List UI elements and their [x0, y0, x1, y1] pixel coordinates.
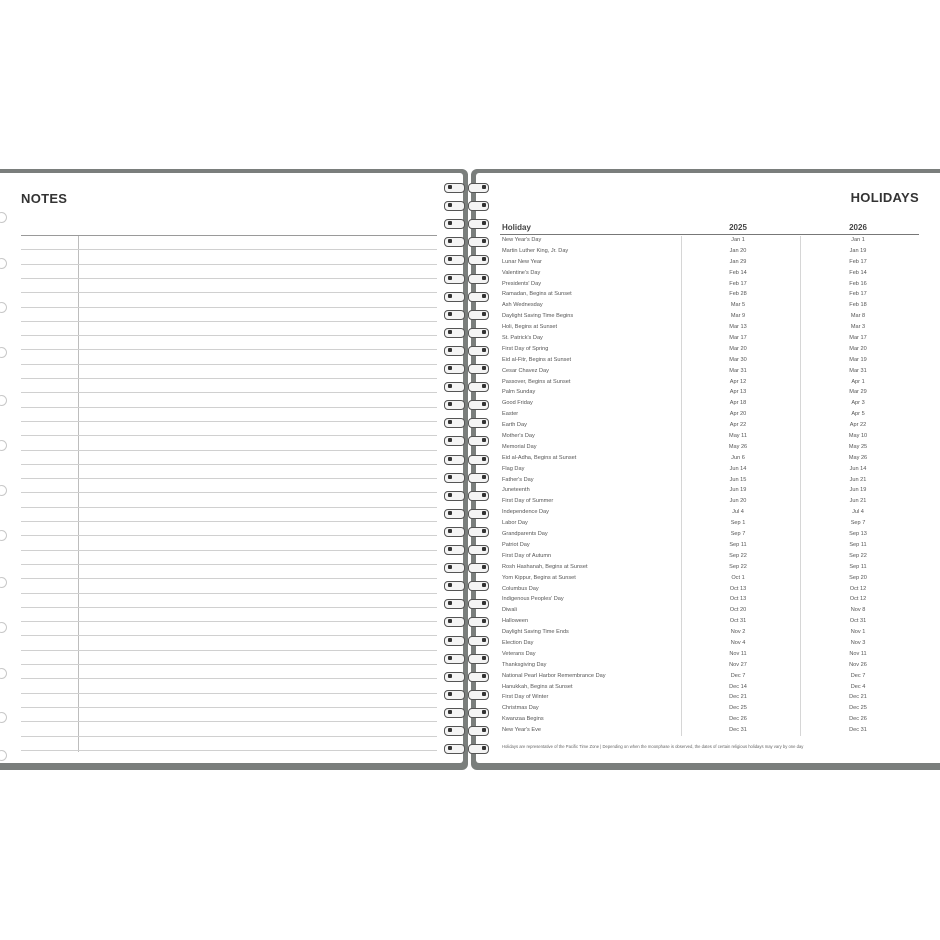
holiday-date-2025: Mar 13	[729, 324, 747, 331]
spiral-coil	[444, 707, 490, 718]
holiday-date-2025: Feb 28	[729, 291, 747, 298]
holidays-table-header	[500, 221, 919, 235]
holiday-date-2026: Dec 25	[849, 705, 867, 712]
holiday-date-2025: Sep 7	[730, 531, 746, 538]
notes-ruled-lines	[21, 235, 437, 752]
spiral-coil	[444, 182, 490, 193]
holiday-date-2025: Nov 27	[729, 661, 747, 668]
holiday-date-2026: Apr 5	[851, 411, 865, 418]
holiday-name: Palm Sunday	[502, 389, 536, 396]
holiday-date-2026: Feb 16	[849, 280, 867, 287]
notes-margin-line	[78, 235, 79, 752]
holiday-date-2025: Dec 21	[729, 694, 747, 701]
spiral-coil	[444, 218, 490, 229]
holiday-date-2025: May 26	[728, 443, 748, 450]
holiday-row	[500, 409, 919, 420]
holiday-date-2025: Dec 26	[729, 716, 747, 723]
holiday-name: Daylight Saving Time Begins	[502, 313, 574, 320]
holidays-footnote: Holidays are representative of the Pacific Time Zone | Depending on when the moonphase is observed, the dates of certain religious holidays may vary by one day	[502, 744, 804, 749]
holiday-name: Veterans Day	[502, 650, 536, 657]
holiday-name: First Day of Autumn	[502, 552, 552, 559]
holiday-date-2025: Oct 13	[729, 596, 747, 603]
header-year-2025: 2025	[729, 223, 747, 232]
notes-line	[21, 693, 437, 694]
holiday-name: Lunar New Year	[502, 258, 542, 265]
holiday-row	[500, 257, 919, 268]
spiral-coil	[444, 671, 490, 682]
holiday-name: Holi, Begins at Sunset	[502, 324, 558, 331]
holiday-name: Christmas Day	[502, 705, 539, 712]
holiday-date-2026: Apr 1	[851, 378, 865, 385]
holiday-date-2025: Mar 17	[729, 335, 747, 342]
holiday-date-2025: Sep 22	[729, 552, 747, 559]
holiday-date-2026: Jun 21	[849, 476, 867, 483]
holiday-date-2026: Nov 8	[850, 607, 866, 614]
notes-line	[21, 607, 437, 608]
holidays-table	[500, 221, 919, 736]
holiday-row	[500, 485, 919, 496]
spiral-coil	[444, 689, 490, 700]
spiral-coil	[444, 598, 490, 609]
holiday-row	[500, 725, 919, 736]
holiday-row	[500, 333, 919, 344]
spiral-binding	[444, 182, 494, 762]
holiday-date-2026: Nov 3	[850, 639, 866, 646]
holiday-date-2026: Oct 12	[849, 596, 867, 603]
holiday-row	[500, 311, 919, 322]
holiday-row	[500, 344, 919, 355]
holiday-name: Valentine's Day	[502, 269, 541, 276]
holiday-date-2025: Feb 14	[729, 269, 747, 276]
holiday-date-2025: Nov 4	[730, 639, 746, 646]
holiday-date-2025: Jan 29	[729, 258, 747, 265]
holiday-name: Thanksgiving Day	[502, 661, 547, 668]
holiday-name: Good Friday	[502, 400, 533, 407]
holiday-date-2026: Feb 14	[849, 269, 867, 276]
holiday-row	[500, 551, 919, 562]
holiday-date-2025: Dec 7	[730, 672, 746, 679]
holiday-row	[500, 529, 919, 540]
notes-line	[21, 550, 437, 551]
notes-line	[21, 707, 437, 708]
holiday-date-2026: Nov 11	[849, 650, 867, 657]
holiday-date-2025: Oct 13	[729, 585, 747, 592]
spiral-coil	[444, 526, 490, 537]
holiday-date-2026: Jun 14	[849, 465, 867, 472]
holiday-date-2026: Mar 19	[849, 356, 867, 363]
holiday-date-2025: Sep 11	[729, 541, 747, 548]
spiral-coil	[444, 544, 490, 555]
holiday-date-2026: Oct 31	[849, 618, 867, 625]
holiday-row	[500, 594, 919, 605]
holiday-name: Mother's Day	[502, 433, 535, 440]
holiday-name: Earth Day	[502, 422, 527, 429]
notes-line	[21, 593, 437, 594]
holiday-date-2026: Feb 18	[849, 302, 867, 309]
holiday-row	[500, 562, 919, 573]
holiday-date-2025: Apr 22	[729, 422, 747, 429]
notes-line	[21, 736, 437, 737]
spiral-coil	[444, 273, 490, 284]
holiday-name: Ash Wednesday	[502, 302, 543, 309]
holiday-date-2025: Mar 9	[730, 313, 746, 320]
notes-line	[21, 678, 437, 679]
notes-line	[21, 450, 437, 451]
holiday-date-2026: Feb 17	[849, 291, 867, 298]
holiday-name: Patriot Day	[502, 541, 530, 548]
spiral-coil	[444, 327, 490, 338]
holiday-date-2026: Dec 4	[850, 683, 866, 690]
notes-line	[21, 478, 437, 479]
spiral-coil	[444, 345, 490, 356]
notes-line	[21, 378, 437, 379]
holiday-date-2025: Feb 17	[729, 280, 747, 287]
holiday-date-2025: Nov 11	[729, 650, 747, 657]
holiday-row	[500, 442, 919, 453]
holiday-date-2026: Dec 26	[849, 716, 867, 723]
holiday-date-2026: Jan 1	[851, 237, 865, 243]
holiday-date-2026: Mar 29	[849, 389, 867, 396]
holiday-row	[500, 268, 919, 279]
holiday-row	[500, 660, 919, 671]
holiday-name: Yom Kippur, Begins at Sunset	[502, 574, 576, 581]
holiday-row	[500, 300, 919, 311]
holiday-date-2025: Jun 15	[729, 476, 747, 483]
notes-line	[21, 421, 437, 422]
holiday-date-2025: Apr 20	[729, 411, 747, 418]
holiday-row	[500, 431, 919, 442]
holiday-row	[500, 496, 919, 507]
holiday-row	[500, 355, 919, 366]
holiday-date-2025: Mar 30	[729, 356, 747, 363]
notes-line	[21, 364, 437, 365]
holiday-row	[500, 692, 919, 703]
holiday-date-2026: Sep 7	[850, 520, 866, 527]
holiday-date-2026: Apr 3	[851, 400, 865, 407]
spiral-coil	[444, 635, 490, 646]
spiral-coil	[444, 254, 490, 265]
header-holiday: Holiday	[502, 223, 531, 232]
holiday-row	[500, 464, 919, 475]
holiday-name: First Day of Spring	[502, 345, 549, 352]
holiday-name: New Year's Day	[502, 237, 542, 243]
holiday-name: Father's Day	[502, 476, 534, 483]
holiday-date-2026: Apr 22	[849, 422, 867, 429]
holiday-row	[500, 703, 919, 714]
holiday-row	[500, 649, 919, 660]
spiral-coil	[444, 490, 490, 501]
holiday-date-2025: Jun 19	[729, 487, 747, 494]
holiday-date-2025: Nov 2	[730, 629, 746, 636]
spiral-coil	[444, 381, 490, 392]
holiday-date-2026: Jan 19	[849, 247, 867, 254]
holiday-date-2026: Jun 19	[849, 487, 867, 494]
spiral-coil	[444, 236, 490, 247]
holiday-name: New Year's Eve	[502, 727, 542, 734]
holiday-date-2025: Oct 31	[729, 618, 747, 625]
holiday-date-2025: Jun 6	[731, 454, 745, 461]
holiday-row	[500, 638, 919, 649]
holiday-name: Independence Day	[502, 509, 549, 516]
holiday-name: Daylight Saving Time Ends	[502, 629, 569, 636]
holiday-row	[500, 605, 919, 616]
notes-line	[21, 507, 437, 508]
holiday-row	[500, 540, 919, 551]
holiday-name: Eid al-Adha, Begins at Sunset	[502, 454, 577, 461]
holiday-row	[500, 246, 919, 257]
holiday-row	[500, 322, 919, 333]
holiday-date-2026: Nov 26	[849, 661, 867, 668]
holiday-name: First Day of Winter	[502, 694, 549, 701]
notes-line	[21, 321, 437, 322]
holiday-name: Labor Day	[502, 520, 528, 527]
holiday-date-2026: Mar 20	[849, 345, 867, 352]
notes-line	[21, 621, 437, 622]
holiday-row	[500, 398, 919, 409]
holiday-date-2025: Jan 20	[729, 247, 747, 254]
holiday-date-2025: Mar 5	[730, 302, 746, 309]
holiday-date-2025: Apr 12	[729, 378, 747, 385]
holiday-name: First Day of Summer	[502, 498, 554, 505]
holiday-name: National Pearl Harbor Remembrance Day	[502, 672, 606, 679]
notes-line	[21, 564, 437, 565]
spiral-coil	[444, 399, 490, 410]
notes-line	[21, 650, 437, 651]
holiday-row	[500, 507, 919, 518]
holiday-date-2026: Nov 1	[850, 629, 866, 636]
holidays-title: HOLIDAYS	[850, 190, 919, 205]
holiday-date-2025: May 11	[729, 433, 747, 440]
holiday-row	[500, 682, 919, 693]
holiday-date-2025: Jun 20	[729, 498, 747, 505]
spiral-coil	[444, 200, 490, 211]
holiday-row	[500, 584, 919, 595]
holiday-date-2025: Oct 20	[729, 607, 747, 614]
holiday-name: Cesar Chavez Day	[502, 367, 549, 374]
holiday-row	[500, 573, 919, 584]
spiral-coil	[444, 580, 490, 591]
holiday-name: Flag Day	[502, 465, 525, 472]
notes-line	[21, 435, 437, 436]
holiday-date-2025: Mar 20	[729, 345, 747, 352]
holiday-date-2025: Mar 31	[729, 367, 747, 374]
holiday-date-2026: Feb 17	[849, 258, 867, 265]
spiral-coil	[444, 725, 490, 736]
holiday-date-2026: Dec 31	[849, 727, 867, 734]
notes-line	[21, 664, 437, 665]
holiday-date-2025: Apr 13	[729, 389, 747, 396]
notes-line	[21, 292, 437, 293]
spiral-coil	[444, 562, 490, 573]
spiral-coil	[444, 653, 490, 664]
holiday-date-2025: Oct 1	[731, 574, 745, 581]
holiday-date-2026: Dec 7	[850, 672, 866, 679]
notes-line	[21, 335, 437, 336]
notes-line	[21, 407, 437, 408]
holiday-row	[500, 366, 919, 377]
notes-line	[21, 392, 437, 393]
notes-line	[21, 521, 437, 522]
spiral-coil	[444, 417, 490, 428]
holiday-date-2025: Sep 1	[730, 520, 746, 527]
holiday-row	[500, 627, 919, 638]
holiday-name: Ramadan, Begins at Sunset	[502, 291, 572, 298]
notes-line	[21, 278, 437, 279]
holiday-row	[500, 616, 919, 627]
holiday-row	[500, 377, 919, 388]
notes-line	[21, 578, 437, 579]
spiral-coil	[444, 363, 490, 374]
holiday-date-2026: May 26	[848, 454, 868, 461]
holiday-name: Kwanzaa Begins	[502, 716, 544, 723]
header-year-2026: 2026	[849, 223, 867, 232]
holiday-date-2026: Sep 11	[849, 541, 867, 548]
notes-line	[21, 235, 437, 236]
holiday-row	[500, 714, 919, 725]
notes-line	[21, 464, 437, 465]
holiday-date-2026: Sep 13	[849, 531, 867, 538]
holiday-date-2026: Sep 11	[849, 563, 867, 570]
holiday-date-2026: Sep 22	[849, 552, 867, 559]
holiday-row	[500, 387, 919, 398]
holiday-date-2026: Jul 4	[852, 509, 864, 516]
holiday-name: Presidents' Day	[502, 280, 541, 287]
holiday-date-2026: May 10	[848, 433, 868, 440]
notes-line	[21, 750, 437, 751]
holiday-date-2025: Apr 18	[729, 400, 747, 407]
holiday-date-2026: May 25	[848, 443, 868, 450]
holidays-rows	[500, 235, 919, 736]
notes-title: NOTES	[21, 191, 68, 206]
notes-line	[21, 307, 437, 308]
spiral-coil	[444, 472, 490, 483]
notes-line	[21, 249, 437, 250]
holiday-date-2026: Sep 20	[849, 574, 867, 581]
holiday-date-2025: Jun 14	[729, 465, 747, 472]
notes-line	[21, 635, 437, 636]
holiday-date-2026: Mar 8	[850, 313, 866, 320]
holiday-row	[500, 235, 919, 246]
notes-line	[21, 492, 437, 493]
holiday-date-2025: Sep 22	[729, 563, 747, 570]
spiral-coil	[444, 309, 490, 320]
notes-line	[21, 264, 437, 265]
holiday-row	[500, 453, 919, 464]
spiral-coil	[444, 743, 490, 754]
holiday-row	[500, 289, 919, 300]
holiday-date-2025: Jul 4	[732, 509, 744, 516]
holiday-name: Passover, Begins at Sunset	[502, 378, 571, 385]
holiday-date-2026: Mar 31	[849, 367, 867, 374]
spiral-coil	[444, 616, 490, 627]
holiday-name: Easter	[502, 411, 519, 418]
holiday-name: St. Patrick's Day	[502, 335, 543, 342]
holiday-row	[500, 420, 919, 431]
holiday-date-2026: Jun 21	[849, 498, 867, 505]
holiday-name: Memorial Day	[502, 443, 537, 450]
holiday-row	[500, 518, 919, 529]
notes-line	[21, 535, 437, 536]
holiday-name: Diwali	[502, 607, 517, 614]
notes-line	[21, 721, 437, 722]
holiday-date-2025: Dec 14	[729, 683, 747, 690]
holiday-name: Juneteenth	[502, 487, 530, 494]
holiday-date-2025: Dec 31	[729, 727, 747, 734]
holiday-row	[500, 279, 919, 290]
holiday-row	[500, 475, 919, 486]
holiday-name: Halloween	[502, 618, 529, 625]
spiral-coil	[444, 508, 490, 519]
holiday-date-2025: Dec 25	[729, 705, 747, 712]
holiday-row	[500, 671, 919, 682]
holiday-name: Columbus Day	[502, 585, 539, 592]
holiday-name: Election Day	[502, 639, 534, 646]
holiday-date-2025: Jan 1	[731, 237, 745, 243]
notes-line	[21, 349, 437, 350]
holiday-date-2026: Mar 3	[850, 324, 866, 331]
holiday-date-2026: Mar 17	[849, 335, 867, 342]
spiral-coil	[444, 435, 490, 446]
holiday-name: Martin Luther King, Jr. Day	[502, 247, 569, 254]
holiday-name: Rosh Hashanah, Begins at Sunset	[502, 563, 588, 570]
holiday-name: Hanukkah, Begins at Sunset	[502, 683, 573, 690]
spiral-coil	[444, 454, 490, 465]
holiday-name: Grandparents Day	[502, 531, 548, 538]
holiday-date-2026: Oct 12	[849, 585, 867, 592]
holiday-date-2026: Dec 21	[849, 694, 867, 701]
holiday-name: Indigenous Peoples' Day	[502, 596, 564, 603]
holiday-name: Eid al-Fitr, Begins at Sunset	[502, 356, 572, 363]
spiral-coil	[444, 291, 490, 302]
